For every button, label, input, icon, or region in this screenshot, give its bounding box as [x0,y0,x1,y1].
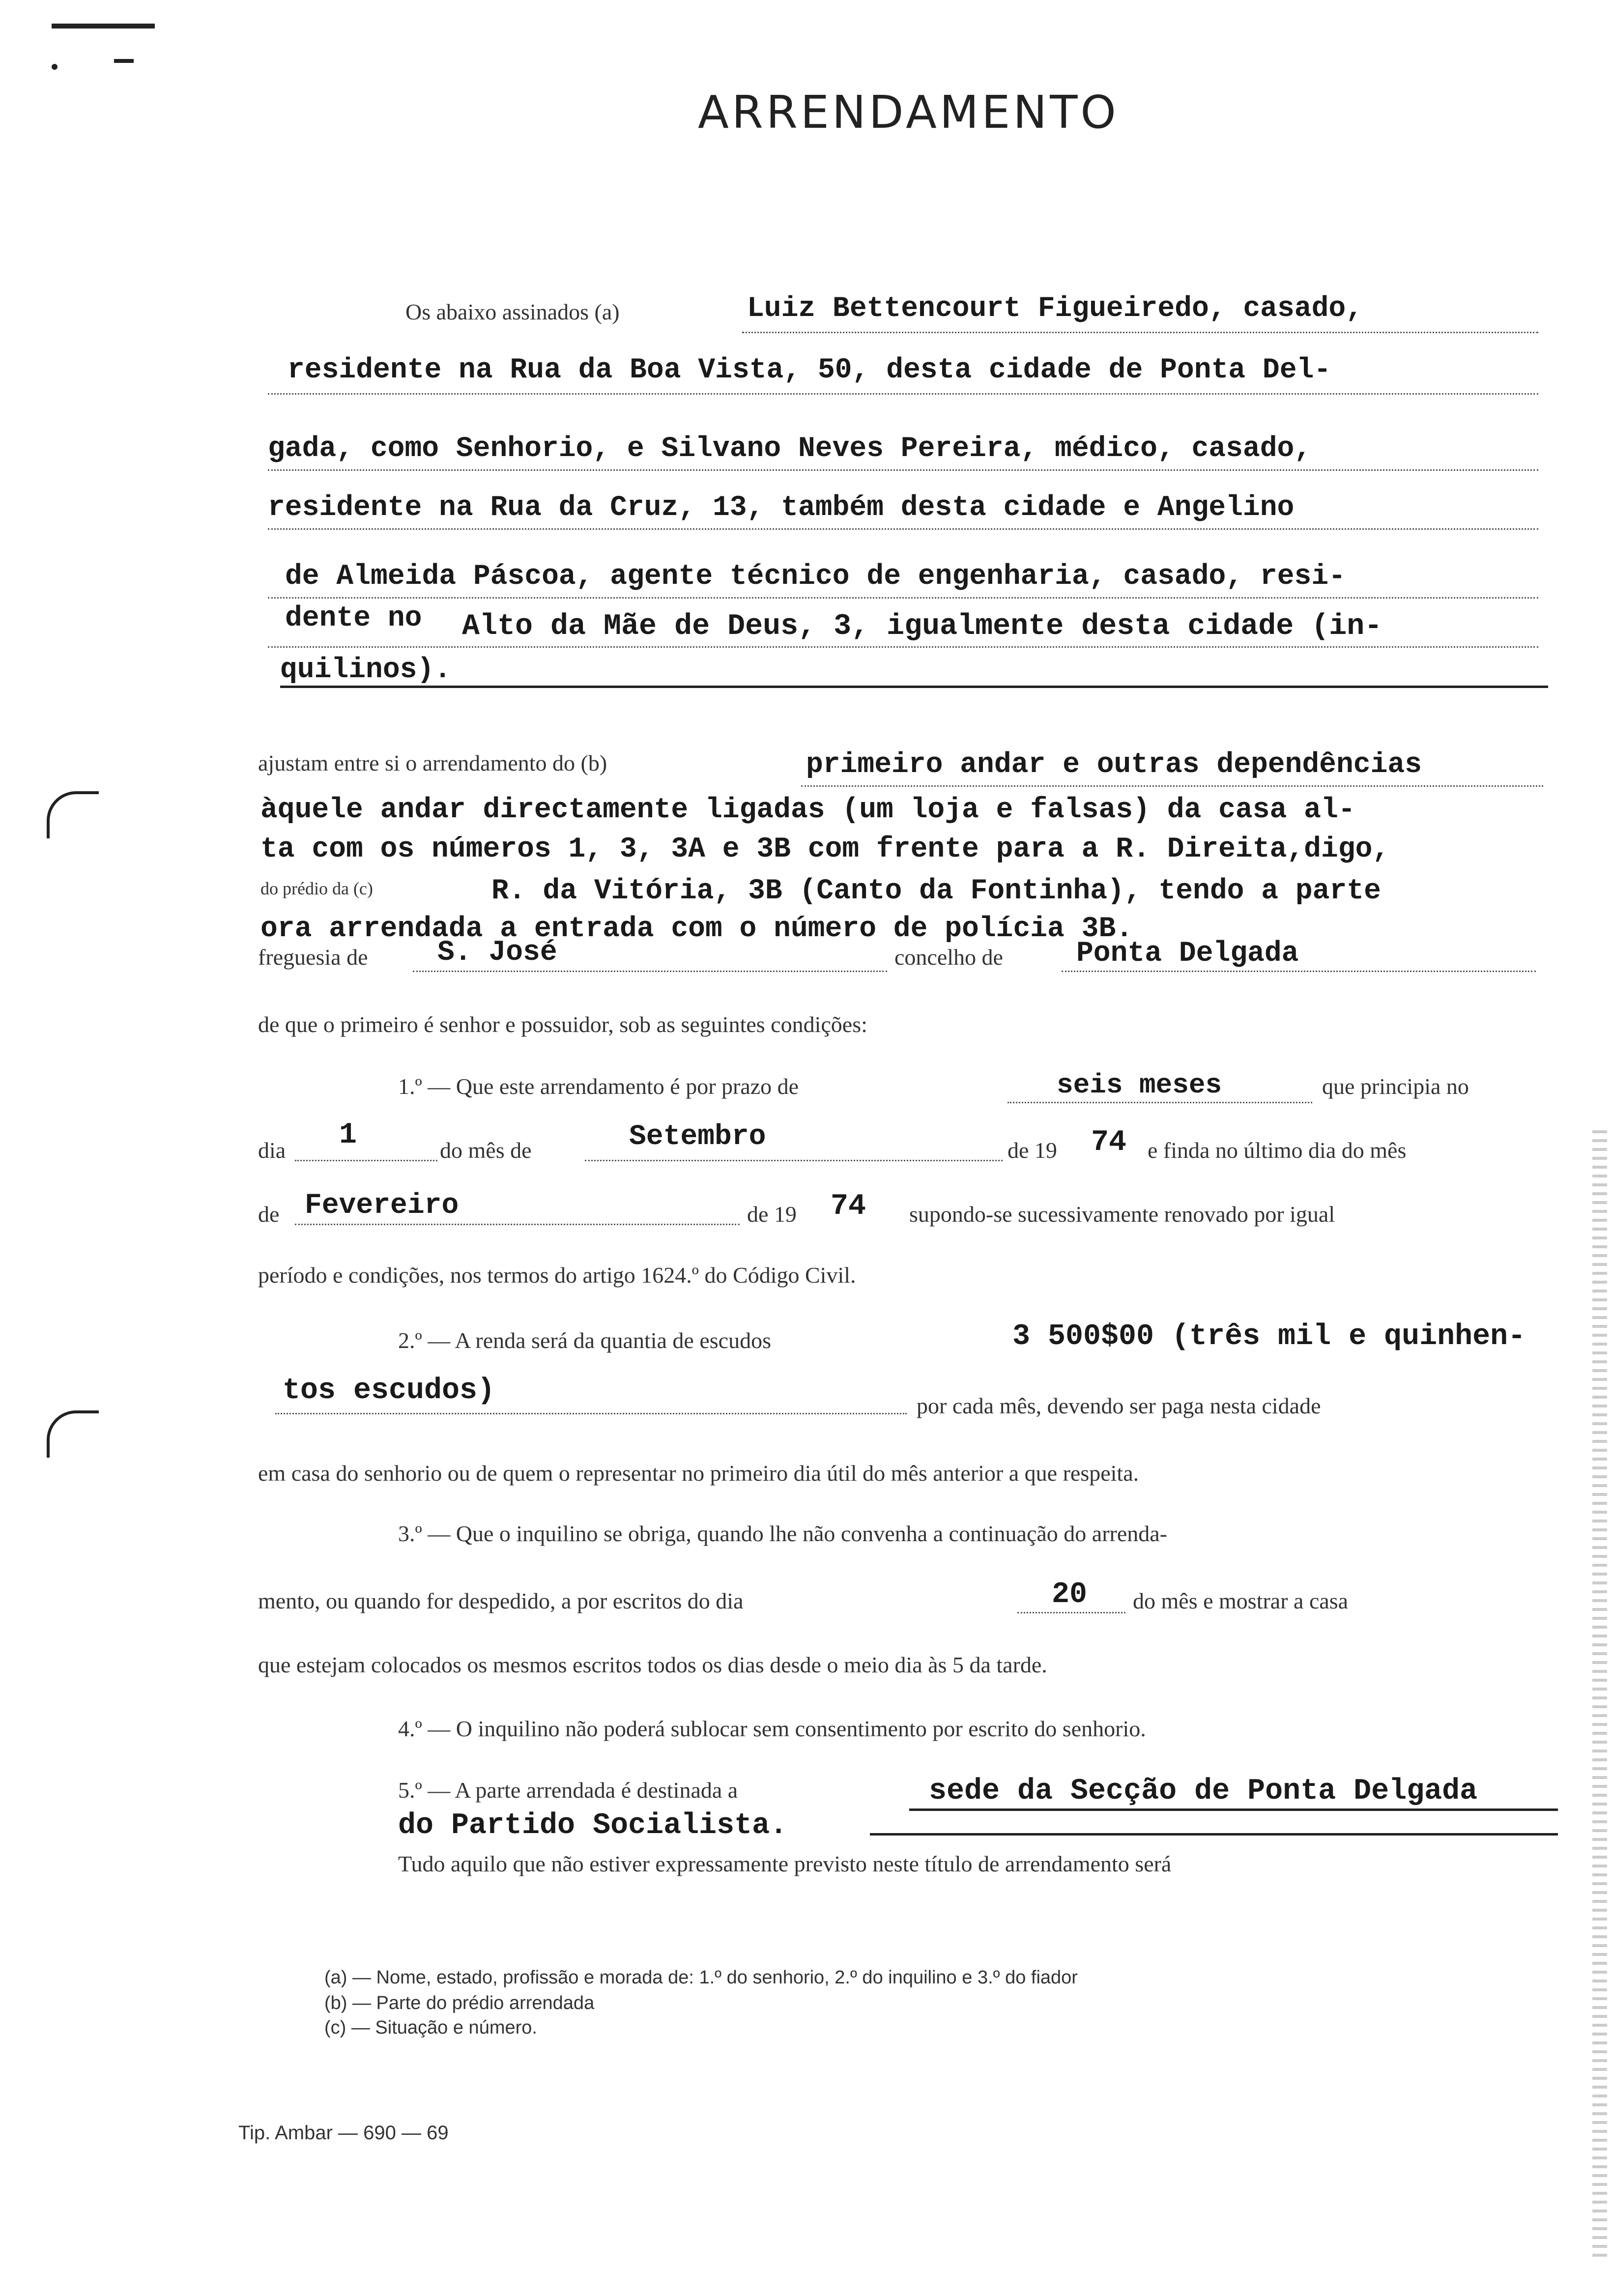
end-year-value: 74 [831,1190,866,1223]
end-month-value: Fevereiro [305,1190,459,1222]
freguesia-value: S. José [437,937,557,969]
fill-line [268,646,1538,648]
fill-line [1017,1612,1125,1613]
party-line: residente na Rua da Boa Vista, 50, desta cidade de Ponta Del- [288,354,1331,386]
start-year-value: 74 [1091,1126,1127,1159]
footnote: (c) — Situação e número. [324,2017,537,2038]
fill-line [413,971,887,972]
object-line: primeiro andar e outras dependências [806,749,1422,781]
party-line: residente na Rua da Cruz, 13, também desta cidade e Angelino [268,492,1295,524]
object-line: ora arrendada a entrada com o número de polícia 3B. [260,913,1133,945]
party-line: de Almeida Páscoa, agente técnico de engenharia, casado, resi- [285,561,1346,593]
fill-line [295,1224,740,1225]
party-line: quilinos). [280,654,452,686]
fill-line [268,469,1538,471]
clause-3-text: mento, ou quando for despedido, a por escritos do dia [258,1588,744,1613]
fill-line [1008,1102,1312,1103]
fill-line [268,393,1538,395]
clause-1-text: supondo-se sucessivamente renovado por igual [909,1202,1335,1227]
object-prefix: ajustam entre si o arrendamento do (b) [258,750,607,775]
party-line: dente no [285,603,422,634]
fill-line [1062,971,1536,972]
scan-mark [52,24,155,29]
year-label: de 19 [1008,1138,1057,1163]
month-label: do mês de [440,1138,532,1163]
fill-line [268,528,1538,530]
printer-imprint: Tip. Ambar — 690 — 69 [238,2122,449,2144]
hole-punch-mark [47,791,99,838]
party-line: Luiz Bettencourt Figueiredo, casado, [747,293,1363,325]
scan-mark [52,64,58,70]
clause-1-text: e finda no último dia do mês [1148,1138,1407,1163]
hole-punch-mark [47,1410,99,1458]
day-label: dia [258,1138,286,1163]
fill-line [268,597,1538,599]
fill-line [801,785,1543,787]
clause-3-text: que estejam colocados os mesmos escritos todos os dias desde o meio dia às 5 da tarde. [258,1652,1047,1677]
clause-2-text: em casa do senhorio ou de quem o representar no primeiro dia útil do mês anterior a que respeita. [258,1461,1139,1486]
footnote: (b) — Parte do prédio arrendada [324,1993,595,2013]
purpose-value-continued: do Partido Socialista. [398,1809,788,1842]
object-line-prefix: do prédio da (c) [260,879,373,898]
notice-day-value: 20 [1052,1578,1088,1611]
clause-2-text: 2.º — A renda será da quantia de escudos [398,1328,771,1353]
start-month-value: Setembro [629,1121,766,1153]
clause-5-text: 5.º — A parte arrendada é destinada a [398,1778,738,1803]
owner-clause: de que o primeiro é senhor e possuidor, sob as seguintes condições: [258,1012,867,1037]
concelho-label: concelho de [894,945,1003,970]
clause-3-text: 3.º — Que o inquilino se obriga, quando lhe não convenha a continuação do arrenda- [398,1521,1167,1546]
parties-prefix: Os abaixo assinados (a) [405,299,620,324]
party-line: gada, como Senhorio, e Silvano Neves Pereira, médico, casado, [268,433,1312,465]
purpose-value: sede da Secção de Ponta Delgada [929,1775,1478,1808]
fill-line [585,1160,1003,1161]
object-line: R. da Vitória, 3B (Canto da Fontinha), tendo a parte [491,875,1381,907]
freguesia-label: freguesia de [258,945,368,970]
clause-1-text: 1.º — Que este arrendamento é por prazo de [398,1074,799,1099]
concelho-value: Ponta Delgada [1076,938,1299,970]
start-day-value: 1 [339,1119,357,1152]
rent-value-continued: tos escudos) [283,1374,495,1407]
clause-5-text: Tudo aquilo que não estiver expressamente previsto neste título de arrendamento será [398,1851,1172,1876]
year-label: de 19 [747,1202,797,1227]
footnote: (a) — Nome, estado, profissão e morada de: 1.º do senhorio, 2.º do inquilino e 3.º do fiador [324,1967,1078,1988]
clause-3-text: do mês e mostrar a casa [1133,1588,1349,1613]
fill-line [909,1808,1558,1811]
month-label: de [258,1202,280,1227]
closing-rule [870,1833,1558,1836]
object-line: àquele andar directamente ligadas (um loja e falsas) da casa al- [260,794,1355,826]
fill-line [295,1160,437,1161]
clause-1-text: período e condições, nos termos do artigo 1624.º do Código Civil. [258,1263,856,1288]
fill-line [742,332,1538,333]
closing-rule [280,686,1548,688]
scan-edge-shadow [1592,1130,1607,2261]
term-value: seis meses [1057,1069,1222,1101]
rent-value: 3 500$00 (três mil e quinhen- [1012,1320,1526,1353]
object-line: ta com os números 1, 3, 3A e 3B com frente para a R. Direita,digo, [260,833,1390,865]
clause-4-text: 4.º — O inquilino não poderá sublocar sem consentimento por escrito do senhorio. [398,1716,1146,1741]
scan-mark [114,59,134,63]
party-line: Alto da Mãe de Deus, 3, igualmente desta cidade (in- [462,610,1382,643]
fill-line [275,1413,907,1414]
document-title: ARRENDAMENTO [698,86,1119,139]
clause-1-text: que principia no [1322,1074,1469,1099]
clause-2-text: por cada mês, devendo ser paga nesta cidade [917,1393,1321,1418]
